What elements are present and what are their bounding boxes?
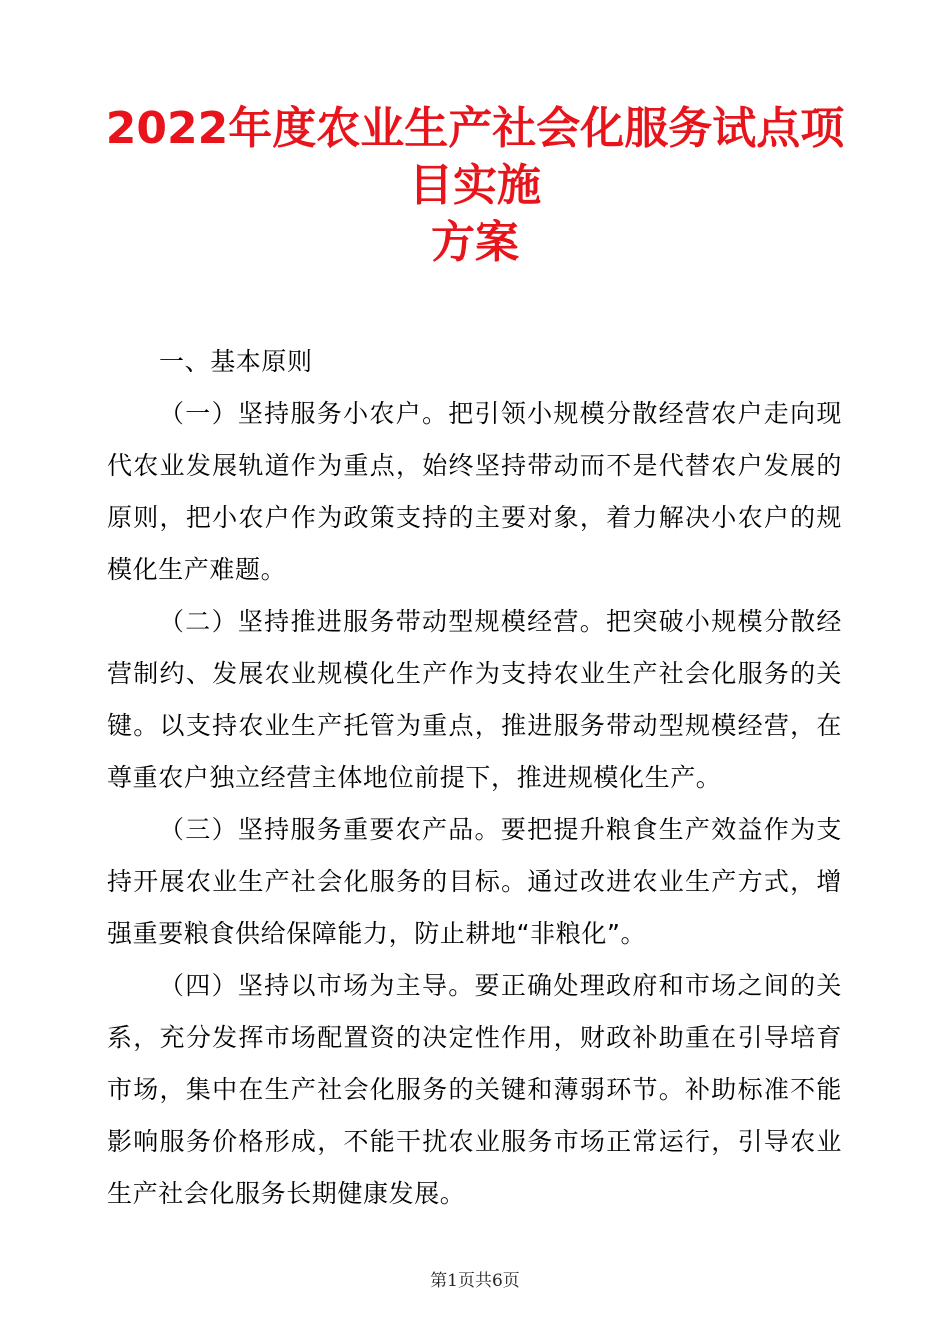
document-body [107,336,842,1220]
title-line-2: 目实施 [409,160,541,211]
page-footer: 第1页共6页 [430,1271,520,1291]
title-line-3: 方案 [431,217,519,268]
paragraph-principle-3: （三）坚持服务重要农产品。要把提升粮食生产效益作为支持开展农业生产社会化服务的目标。通过改进农业生产方式，增强重要粮食供给保障能力，防止耕地“非粮化”。 [107,815,842,948]
document-title [100,100,850,271]
paragraph-principle-4: （四）坚持以市场为主导。要正确处理政府和市场之间的关系，充分发挥市场配置资的决定性作用，财政补助重在引导培育市场，集中在生产社会化服务的关键和薄弱环节。补助标准不能影响服务价格形成，不能干扰农业服务市场正常运行，引导农业生产社会化服务长期健康发展。 [107,971,842,1208]
title-line-1: 2022年度农业生产社会化服务试点项 [105,103,845,154]
section-heading: 一、基本原则 [159,347,313,376]
paragraph-principle-2: （二）坚持推进服务带动型规模经营。把突破小规模分散经营制约、发展农业规模化生产作为支持农业生产社会化服务的关键。以支持农业生产托管为重点，推进服务带动型规模经营，在尊重农户独立经营主体地位前提下，推进规模化生产。 [107,607,842,792]
paragraph-principle-1: （一）坚持服务小农户。把引领小规模分散经营农户走向现代农业发展轨道作为重点，始终坚持带动而不是代替农户发展的原则，把小农户作为政策支持的主要对象，着力解决小农户的规模化生产难题。 [107,399,842,584]
